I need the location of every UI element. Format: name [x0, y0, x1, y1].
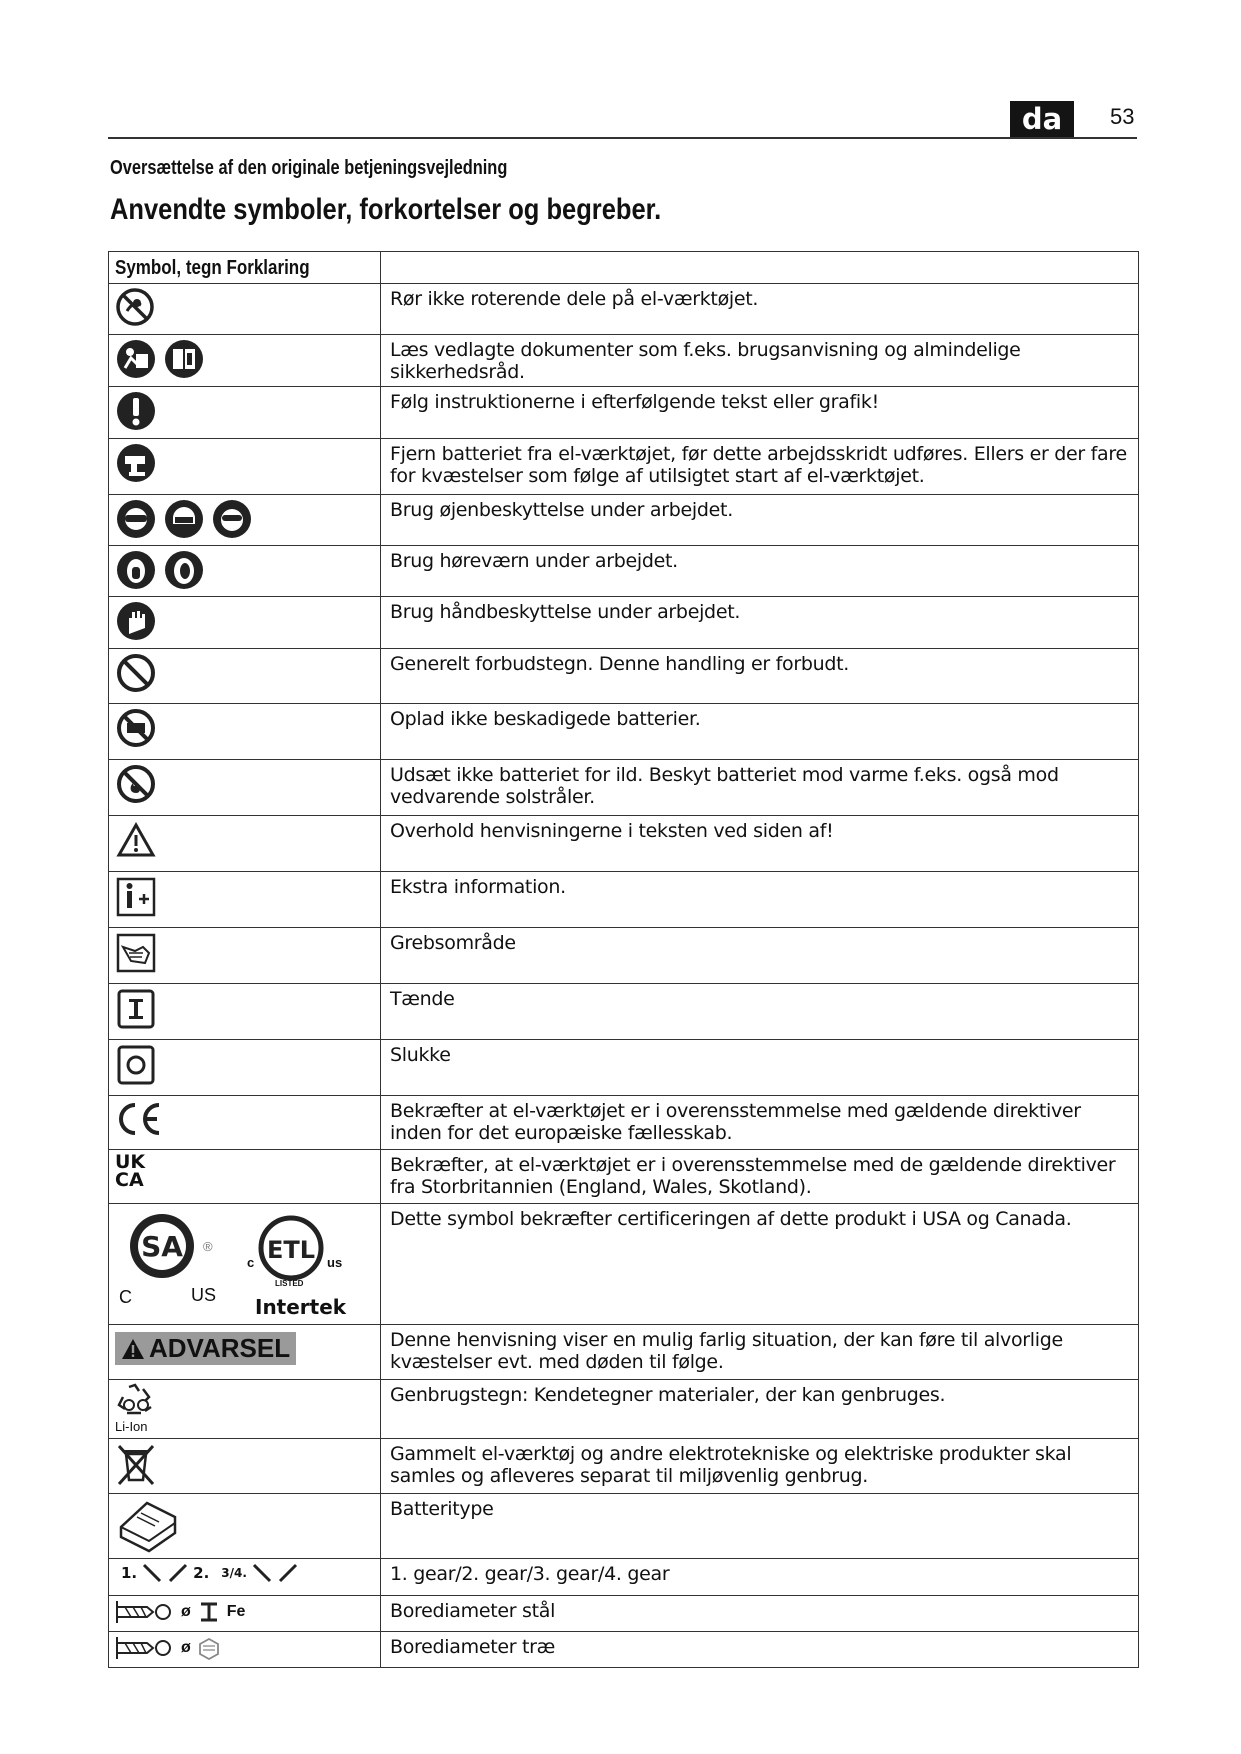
- row-explanation: Slukke: [381, 1040, 1139, 1096]
- ukca-uk-text: UK: [115, 1151, 146, 1173]
- row-explanation: Grebsområde: [381, 928, 1139, 984]
- gear-3-arrow-icon: [251, 1562, 273, 1584]
- table-row: [109, 649, 1139, 704]
- no-charge-damaged-icon: [115, 707, 157, 749]
- ukca-mark-icon: [115, 1153, 145, 1189]
- table-row: [109, 1204, 1139, 1325]
- csa-us-text: US: [191, 1285, 217, 1305]
- table-row: [109, 872, 1139, 928]
- exclamation-icon: [115, 390, 157, 432]
- language-badge: da: [1010, 101, 1074, 137]
- fe-text: Fe: [226, 1603, 246, 1620]
- row-explanation: Generelt forbudstegn. Denne handling er forbudt.: [381, 649, 1139, 704]
- advarsel-text: ADVARSEL: [149, 1333, 291, 1363]
- row-explanation: Overhold henvisningerne i teksten ved siden af!: [381, 816, 1139, 872]
- table-row: [109, 284, 1139, 335]
- ukca-ca-text: CA: [115, 1169, 144, 1191]
- diameter-text: ø: [181, 1603, 191, 1620]
- row-explanation: Tænde: [381, 984, 1139, 1040]
- row-explanation: Rør ikke roterende dele på el-værktøjet.: [381, 284, 1139, 335]
- row-explanation: Genbrugstegn: Kendetegner materialer, der kan genbruges.: [381, 1380, 1139, 1439]
- table-row: [109, 439, 1139, 495]
- row-explanation: Brug høreværn under arbejdet.: [381, 546, 1139, 597]
- recycle-arrows-icon: [115, 1383, 157, 1421]
- symbols-table: [108, 251, 1139, 1668]
- table-row: [109, 760, 1139, 816]
- etl-listed-text: LISTED: [275, 1279, 304, 1288]
- gear-4-arrow-icon: [277, 1562, 299, 1584]
- etl-c-text: c: [247, 1255, 255, 1270]
- table-row: [109, 984, 1139, 1040]
- row-explanation: Borediameter træ: [381, 1632, 1139, 1668]
- table-row: [109, 816, 1139, 872]
- intertek-text: Intertek: [255, 1295, 347, 1319]
- drill-bit-icon: [115, 1599, 175, 1625]
- weee-bin-icon: [115, 1442, 157, 1488]
- table-row: [109, 1380, 1139, 1439]
- header-rule: [108, 137, 1137, 139]
- battery-icon: [115, 1497, 179, 1555]
- eye-protection-icon: [115, 498, 157, 540]
- grip-area-icon: [115, 931, 157, 973]
- table-row: [109, 1150, 1139, 1204]
- gear-2-text: 2.: [193, 1564, 210, 1582]
- read-manual-icon: [115, 338, 157, 380]
- row-explanation: Dette symbol bekræfter certificeringen af dette produkt i USA og Canada.: [381, 1204, 1139, 1325]
- drill-wood-icon: [115, 1635, 374, 1661]
- page-title: Anvendte symboler, forkortelser og begreber.: [110, 193, 662, 226]
- gear-34-text: 3/4.: [221, 1566, 247, 1580]
- row-explanation: Denne henvisning viser en mulig farlig situation, der kan føre til alvorlige kvæstelser evt. med døden til følge.: [381, 1325, 1139, 1380]
- wood-block-icon: [197, 1636, 221, 1660]
- row-explanation: Ekstra information.: [381, 872, 1139, 928]
- table-row: [109, 335, 1139, 387]
- advarsel-label-icon: [115, 1332, 296, 1365]
- row-explanation: Følg instruktionerne i efterfølgende tekst eller grafik!: [381, 387, 1139, 439]
- row-explanation: Brug håndbeskyttelse under arbejdet.: [381, 597, 1139, 649]
- csa-c-text: C: [119, 1287, 132, 1307]
- ear-protection-icon: [115, 549, 157, 591]
- goggles-icon: [211, 498, 253, 540]
- row-explanation: Brug øjenbeskyttelse under arbejdet.: [381, 495, 1139, 546]
- table-row: [109, 1559, 1139, 1596]
- csa-etl-icon: [115, 1207, 374, 1317]
- table-row: [109, 387, 1139, 439]
- table-row: [109, 1632, 1139, 1668]
- no-fire-icon: [115, 763, 157, 805]
- table-header-row: [109, 252, 1139, 284]
- table-row: [109, 1040, 1139, 1096]
- face-shield-icon: [163, 498, 205, 540]
- remove-battery-icon: [115, 442, 157, 484]
- etl-text: ETL: [266, 1236, 316, 1264]
- row-explanation: Borediameter stål: [381, 1596, 1139, 1632]
- etl-us-text: us: [327, 1255, 343, 1270]
- info-icon: [115, 875, 157, 917]
- table-row: [109, 597, 1139, 649]
- prohibition-icon: [115, 652, 157, 694]
- li-ion-text: Li-Ion: [115, 1419, 148, 1434]
- recycling-icon: [115, 1383, 175, 1435]
- csa-sa-text: SA: [141, 1230, 183, 1263]
- csa-logo-icon: [127, 1211, 197, 1281]
- earmuff-icon: [163, 549, 205, 591]
- table-row: [109, 1494, 1139, 1559]
- table-row: [109, 704, 1139, 760]
- table-header-label: Symbol, tegn Forklaring: [115, 257, 310, 279]
- gear-1-arrow-icon: [141, 1562, 163, 1584]
- diameter-text: ø: [181, 1639, 191, 1656]
- warning-small-icon: [121, 1338, 145, 1360]
- row-explanation: Oplad ikke beskadigede batterier.: [381, 704, 1139, 760]
- row-explanation: Bekræfter, at el-værktøjet er i overensstemmelse med de gældende direktiver fra Storbritannien (England, Wales, Skotland).: [381, 1150, 1139, 1204]
- drill-bit-wood-icon: [115, 1635, 175, 1661]
- warning-triangle-icon: [115, 819, 157, 861]
- drill-steel-icon: [115, 1599, 374, 1625]
- table-row: [109, 546, 1139, 597]
- row-explanation: Læs vedlagte dokumenter som f.eks. brugsanvisning og almindelige sikkerhedsråd.: [381, 335, 1139, 387]
- gear-selector-icon: [115, 1562, 374, 1584]
- row-explanation: Batteritype: [381, 1494, 1139, 1559]
- document-subtitle: Oversættelse af den originale betjeningsvejledning: [110, 157, 508, 179]
- ce-mark-icon: [115, 1099, 165, 1139]
- row-explanation: Bekræfter at el-værktøjet er i overensstemmelse med gældende direktiver inden for det europæiske fællesskab.: [381, 1096, 1139, 1150]
- table-row: [109, 1096, 1139, 1150]
- row-explanation: Gammelt el-værktøj og andre elektrotekniske og elektriske produkter skal samles og afleveres separat til miljøvenlig genbrug.: [381, 1439, 1139, 1494]
- table-row: [109, 928, 1139, 984]
- page-number: 53: [1110, 104, 1135, 129]
- table-row: [109, 495, 1139, 546]
- row-explanation: Udsæt ikke batteriet for ild. Beskyt batteriet mod varme f.eks. også mod vedvarende solstråler.: [381, 760, 1139, 816]
- steel-beam-icon: [197, 1600, 221, 1624]
- power-on-icon: [115, 987, 157, 1029]
- table-row: [109, 1596, 1139, 1632]
- gear-1-text: 1.: [121, 1564, 138, 1582]
- csa-registered: ®: [203, 1239, 213, 1254]
- row-explanation: 1. gear/2. gear/3. gear/4. gear: [381, 1559, 1139, 1596]
- row-explanation: Fjern batteriet fra el-værktøjet, før dette arbejdsskridt udføres. Ellers er der fare for kvæstelser som følge af utilsigtet start af el-værktøjet.: [381, 439, 1139, 495]
- gear-2-arrow-icon: [167, 1562, 189, 1584]
- power-off-icon: [115, 1043, 157, 1085]
- etl-logo-icon: [258, 1215, 324, 1281]
- table-row: [109, 1439, 1139, 1494]
- no-touch-rotating-icon: [115, 287, 155, 327]
- hand-protection-icon: [115, 600, 157, 642]
- manual-book-icon: [163, 338, 205, 380]
- table-row: [109, 1325, 1139, 1380]
